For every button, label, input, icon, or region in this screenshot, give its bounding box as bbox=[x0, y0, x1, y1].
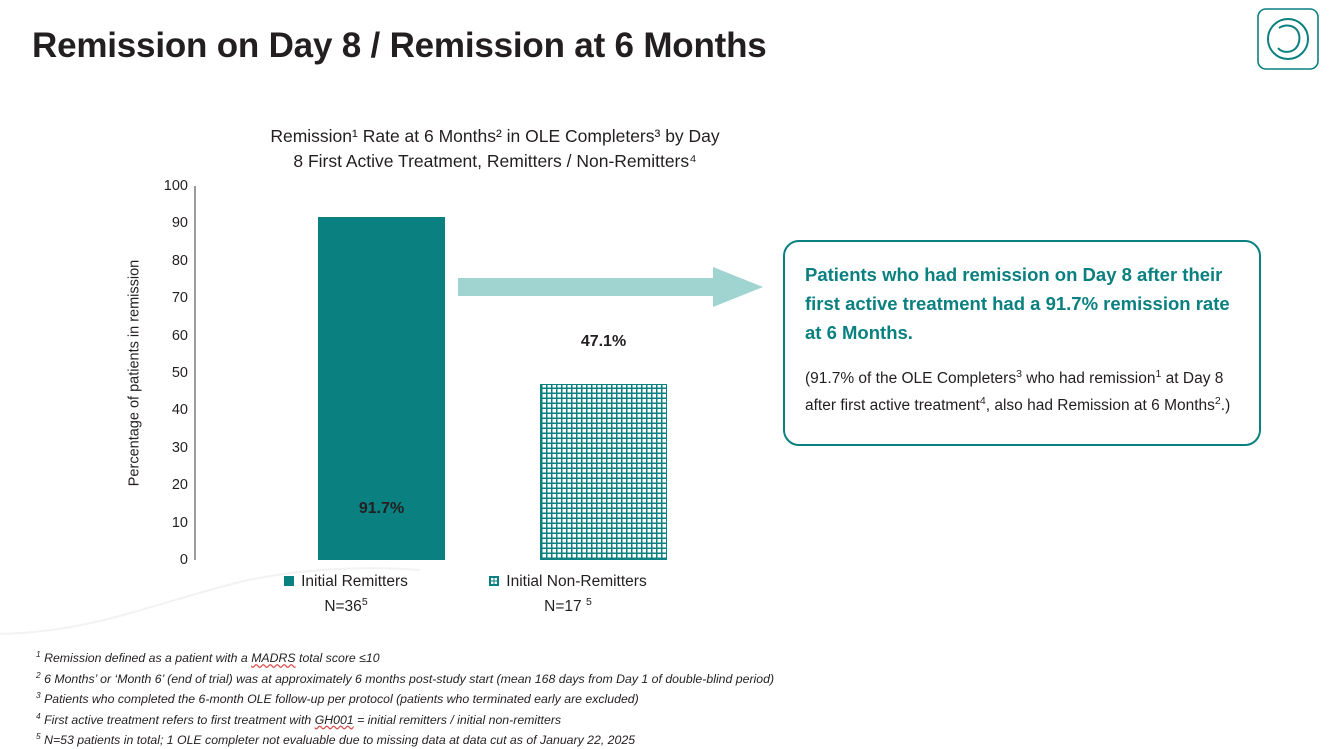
legend-label-initial-remitters: Initial Remitters bbox=[301, 573, 408, 590]
footnote-5: $^5$ N=53 patients in total; 1 OLE completer not evaluable due to missing data at data cut as of January 22, 2025 bbox=[36, 731, 636, 748]
chart-title-line-1: Remission¹ Rate at 6 Months² in OLE Completers³ by Day bbox=[270, 126, 720, 146]
y-tick: 30 bbox=[171, 439, 188, 456]
flow-arrow bbox=[458, 267, 763, 307]
y-tick: 90 bbox=[171, 215, 188, 232]
y-tick: 20 bbox=[171, 477, 188, 494]
chart-legend bbox=[196, 571, 816, 631]
callout-body: (91.7% of the OLE Completers$^3$ who had remission$^1$ at Day 8 after first active treatment$^4$, also had Remission at 6 Months$^2$.) bbox=[805, 368, 1231, 415]
y-tick: 10 bbox=[171, 514, 188, 531]
legend-swatch-solid-icon bbox=[284, 576, 294, 586]
legend-label-initial-non-remitters: Initial Non-Remitters bbox=[506, 573, 647, 590]
bars-area bbox=[196, 186, 810, 560]
footnote-2: $^2$ 6 Months’ or ‘Month 6’ (end of trial) was at approximately 6 months post-study start (mean 168 days from Day 1 of double-blind period) bbox=[36, 669, 775, 686]
chart-title bbox=[175, 124, 815, 174]
legend-swatch-hatched-icon bbox=[489, 576, 499, 586]
y-tick: 70 bbox=[171, 290, 188, 307]
y-tick: 50 bbox=[171, 365, 188, 381]
bar-value-initial-remitters: 91.7% bbox=[358, 500, 405, 517]
bar-chart bbox=[126, 178, 810, 568]
footnotes bbox=[36, 646, 1236, 749]
y-tick: 0 bbox=[179, 552, 188, 568]
y-tick: 60 bbox=[171, 327, 188, 344]
chart-title-line-2: 8 First Active Treatment, Remitters / Non-Remitters⁴ bbox=[293, 151, 697, 171]
company-logo bbox=[1257, 8, 1319, 70]
callout-box bbox=[783, 240, 1261, 446]
y-tick: 40 bbox=[171, 402, 188, 419]
footnote-4: $^4$ First active treatment refers to first treatment with GH001 = initial remitters / initial non-remitters bbox=[36, 710, 562, 727]
y-axis-label-text: Percentage of patients in remission bbox=[126, 259, 142, 487]
legend-n-initial-non-remitters: N=17 bbox=[544, 598, 582, 616]
footnote-3: $^3$ Patients who completed the 6-month OLE follow-up per protocol (patients who terminated early are excluded) bbox=[36, 690, 639, 707]
legend-n-initial-remitters: N=36 bbox=[324, 598, 362, 616]
legend-n-sup-initial-remitters: 5 bbox=[361, 596, 368, 608]
y-axis-ticks bbox=[150, 178, 194, 568]
legend-item-initial-non-remitters[interactable] bbox=[418, 571, 718, 617]
y-tick: 80 bbox=[171, 252, 188, 269]
bar-value-initial-non-remitters: 47.1% bbox=[580, 333, 627, 350]
bar-initial-non-remitters[interactable] bbox=[540, 384, 667, 560]
callout-headline: Patients who had remission on Day 8 after their first active treatment had a 91.7% remission rate at 6 Months. bbox=[805, 264, 1230, 343]
footnote-1: $^1$ Remission defined as a patient with a MADRS total score ≤10 bbox=[36, 649, 380, 666]
y-tick: 100 bbox=[163, 178, 188, 194]
y-axis-label bbox=[124, 186, 144, 560]
legend-n-sup-initial-non-remitters: 5 bbox=[585, 596, 592, 608]
page-title: Remission on Day 8 / Remission at 6 Months bbox=[32, 26, 767, 65]
